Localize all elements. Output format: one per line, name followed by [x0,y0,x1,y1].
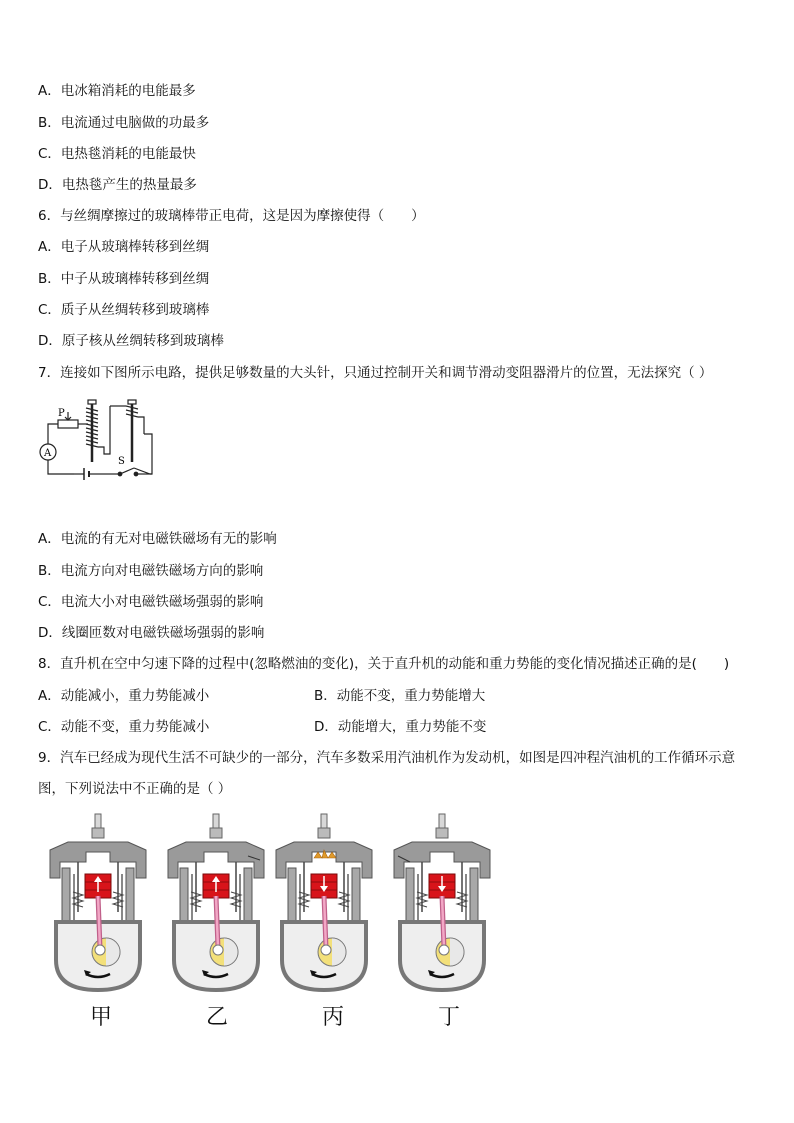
engine-label-yi: 乙 [206,1005,229,1030]
q6-option-a: A．电子从玻璃棒转移到丝绸 [38,239,210,255]
q5-option-d: D．电热毯产生的热量最多 [38,177,197,193]
engine-ding [394,814,490,990]
circuit-wire-left-top [48,424,58,444]
q6-option-b: B．中子从玻璃棒转移到丝绸 [38,271,210,287]
q7-option-c: C．电流大小对电磁铁磁场强弱的影响 [38,594,264,610]
q8-stem: 8．直升机在空中匀速下降的过程中(忽略燃油的变化)，关于直升机的动能和重力势能的变化情况描述正确的是( ) [38,656,730,672]
four-stroke-engine-figure [48,812,498,997]
q6-option-d: D．原子核从丝绸转移到玻璃棒 [38,333,224,349]
engine-yi [168,814,264,990]
q8-row-2 [38,718,487,736]
q5-option-b: B．电流通过电脑做的功最多 [38,115,210,131]
q6-stem: 6．与丝绸摩擦过的玻璃棒带正电荷，这是因为摩擦使得（ ） [38,208,425,224]
q8-option-b: B．动能不变，重力势能增大 [314,688,486,704]
ammeter-label: A [44,448,52,459]
q9-stem-line-2: 图，下列说法中不正确的是（ ） [38,781,232,797]
q5-option-a: A．电冰箱消耗的电能最多 [38,83,196,99]
q7-option-d: D．线圈匝数对电磁铁磁场强弱的影响 [38,625,265,641]
q7-option-b: B．电流方向对电磁铁磁场方向的影响 [38,563,264,579]
engine-label-jia: 甲 [90,1005,113,1030]
engine-bing [276,814,372,990]
q9-stem-line-1: 9．汽车已经成为现代生活不可缺少的一部分，汽车多数采用汽油机作为发动机，如图是四冲程汽油机的工作循环示意 [38,750,736,766]
q8-option-c: C．动能不变，重力势能减小 [38,719,210,735]
q6-option-c: C．质子从丝绸转移到玻璃棒 [38,302,210,318]
electromagnet-circuit-figure [34,394,164,484]
rheostat [58,420,78,428]
q5-option-c: C．电热毯消耗的电能最快 [38,146,196,162]
engine-label-bing: 丙 [322,1005,345,1030]
engine-jia [50,814,146,990]
circuit-wire-right [134,434,152,474]
q7-stem: 7．连接如下图所示电路，提供足够数量的大头针，只通过控制开关和调节滑动变阻器滑片的位置，无法探究（ ） [38,365,713,381]
q8-row-1 [38,687,486,705]
q7-option-a: A．电流的有无对电磁铁磁场有无的影响 [38,531,277,547]
rheostat-label: P [58,408,65,419]
q8-option-a: A．动能减小，重力势能减小 [38,688,210,704]
q8-option-d: D．动能增大，重力势能不变 [314,719,487,735]
switch-lever [120,468,134,474]
circuit-wire-left-bottom [48,460,74,474]
switch-label: S [118,456,125,467]
engine-label-ding: 丁 [438,1005,461,1030]
